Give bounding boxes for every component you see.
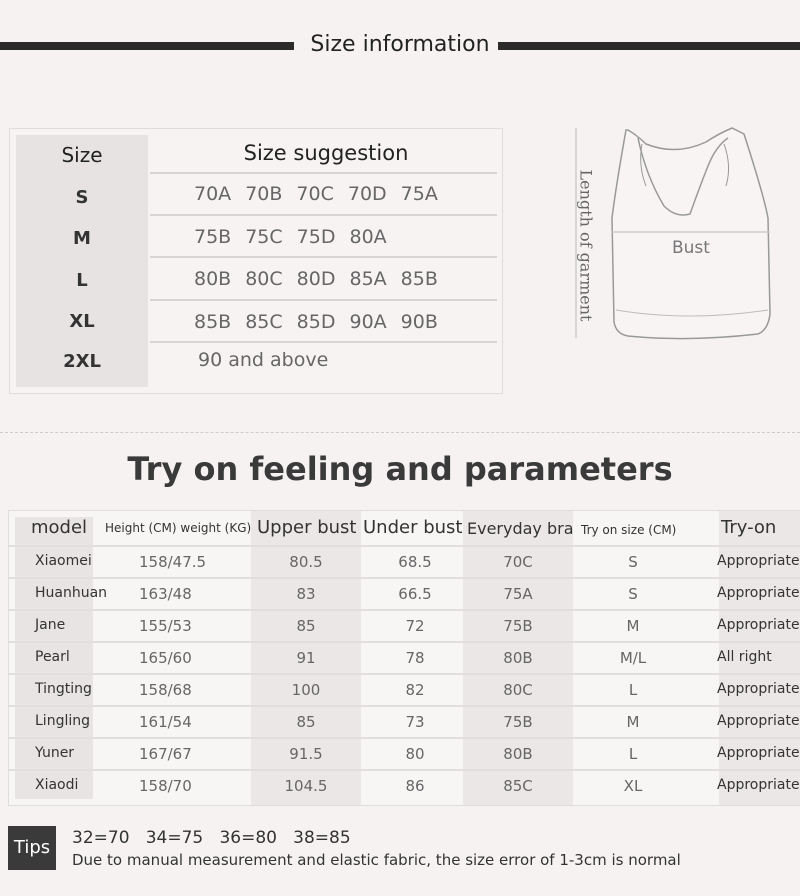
table-cell: 86 <box>405 777 425 795</box>
column-header: Height (CM) weight (KG) <box>105 521 252 535</box>
suggestion: 80C <box>245 268 283 290</box>
suggestion: 85D <box>296 311 336 333</box>
size-table <box>9 128 503 394</box>
params-title: Try on feeling and parameters <box>127 450 673 488</box>
model-name-cell: Pearl <box>35 649 70 665</box>
suggestion: 90B <box>400 311 438 333</box>
section-divider <box>0 432 800 433</box>
table-cell: 73 <box>405 713 425 731</box>
suggestion: 75A <box>400 183 438 205</box>
table-cell: 161/54 <box>139 713 192 731</box>
suggestion-header: Size suggestion <box>243 141 409 165</box>
size-column <box>16 135 148 387</box>
section-title: Size information <box>310 32 490 57</box>
row-divider <box>150 341 497 343</box>
suggestion: 85B <box>400 268 438 290</box>
row-divider <box>9 577 800 579</box>
table-cell: Appropriate <box>717 777 800 793</box>
table-cell: 68.5 <box>398 553 432 571</box>
table-cell: 80.5 <box>289 553 323 571</box>
suggestion: 85A <box>349 268 387 290</box>
model-name-cell: Lingling <box>35 713 90 729</box>
table-cell: 70C <box>503 553 533 571</box>
table-cell: 82 <box>405 681 425 699</box>
table-cell: L <box>628 681 638 699</box>
suggestion: 70A <box>194 183 232 205</box>
model-name-cell: Tingting <box>35 681 92 697</box>
suggestion: 85C <box>245 311 283 333</box>
suggestion: 90A <box>349 311 387 333</box>
table-cell: 75A <box>503 585 533 603</box>
params-table <box>8 510 800 806</box>
table-cell: 85 <box>296 617 316 635</box>
row-divider <box>150 214 497 216</box>
suggestion: 80A <box>349 226 387 248</box>
table-cell: 155/53 <box>139 617 192 635</box>
table-cell: Appropriate <box>717 745 800 761</box>
row-divider <box>150 172 497 174</box>
model-name-cell: Jane <box>35 617 66 633</box>
row-divider <box>9 769 800 771</box>
table-cell: 91 <box>296 649 316 667</box>
table-cell: 85 <box>296 713 316 731</box>
table-cell: M <box>626 617 640 635</box>
table-cell: 163/48 <box>139 585 192 603</box>
column-header: model <box>31 517 88 538</box>
column-header: Upper bust <box>257 517 357 538</box>
table-cell: 85C <box>503 777 533 795</box>
row-divider <box>150 299 497 301</box>
table-cell: Appropriate <box>717 713 800 729</box>
size-suggestion-row <box>194 183 452 205</box>
size-label: XL <box>69 311 95 332</box>
size-suggestion-row <box>194 311 452 333</box>
model-name-cell: Xiaomei <box>35 553 92 569</box>
suggestion: 70B <box>245 183 283 205</box>
table-cell: 80C <box>503 681 533 699</box>
suggestion: 80B <box>194 268 232 290</box>
table-cell: S <box>628 585 638 603</box>
model-name-cell: Yuner <box>35 745 75 761</box>
table-cell: M <box>626 713 640 731</box>
table-cell: 104.5 <box>284 777 328 795</box>
table-cell: 75B <box>503 713 533 731</box>
table-cell: 165/60 <box>139 649 192 667</box>
table-cell: Appropriate <box>717 585 800 601</box>
row-divider <box>150 256 497 258</box>
table-cell: 66.5 <box>398 585 432 603</box>
size-suggestion-row <box>198 349 342 371</box>
suggestion: 90 and above <box>198 349 329 371</box>
table-cell: 158/70 <box>139 777 192 795</box>
table-cell: 83 <box>296 585 316 603</box>
table-cell: L <box>628 745 638 763</box>
bust-label: Bust <box>672 238 710 258</box>
tips-conversion: 32=70 34=75 36=80 38=85 <box>72 828 351 848</box>
table-cell: 78 <box>405 649 425 667</box>
table-cell: 72 <box>405 617 425 635</box>
suggestion: 70D <box>347 183 387 205</box>
table-cell: 158/47.5 <box>139 553 207 571</box>
garment-diagram <box>568 126 778 350</box>
table-cell: 80B <box>503 649 533 667</box>
suggestion: 80D <box>296 268 336 290</box>
table-cell: 75B <box>503 617 533 635</box>
table-cell: 158/68 <box>139 681 192 699</box>
table-cell: M/L <box>619 649 647 667</box>
table-cell: 100 <box>291 681 321 699</box>
table-cell: 80B <box>503 745 533 763</box>
column-header: Under bust <box>363 517 463 538</box>
tank-top-icon <box>568 126 778 346</box>
row-divider <box>9 641 800 643</box>
size-label: S <box>75 187 89 208</box>
size-suggestion-row <box>194 226 401 248</box>
suggestion: 85B <box>194 311 232 333</box>
row-divider <box>9 673 800 675</box>
table-cell: XL <box>623 777 643 795</box>
column-header: Try-on <box>721 517 777 538</box>
size-suggestion-row <box>194 268 452 290</box>
size-label: M <box>73 228 91 249</box>
table-cell: 167/67 <box>139 745 192 763</box>
table-cell: S <box>628 553 638 571</box>
row-divider <box>9 609 800 611</box>
column-header: Everyday bra <box>467 519 574 538</box>
size-label: 2XL <box>63 351 101 372</box>
tips-label: Tips <box>8 826 56 870</box>
tips-note: Due to manual measurement and elastic fabric, the size error of 1-3cm is normal <box>72 851 681 869</box>
suggestion: 75D <box>296 226 336 248</box>
table-cell: Appropriate <box>717 553 800 569</box>
suggestion: 75B <box>194 226 232 248</box>
row-divider <box>9 545 800 547</box>
model-name-cell: Xiaodi <box>35 777 79 793</box>
suggestion: 75C <box>245 226 283 248</box>
row-divider <box>9 737 800 739</box>
model-name-cell: Huanhuan <box>35 585 108 601</box>
suggestion: 70C <box>296 183 334 205</box>
column-header: Try on size (CM) <box>581 523 677 537</box>
size-header: Size <box>61 143 103 167</box>
size-label: L <box>76 270 88 291</box>
table-cell: All right <box>717 649 772 665</box>
table-cell: 80 <box>405 745 425 763</box>
table-cell: Appropriate <box>717 681 800 697</box>
length-label: Length of garment <box>576 169 596 322</box>
table-cell: Appropriate <box>717 617 800 633</box>
table-cell: 91.5 <box>289 745 323 763</box>
row-divider <box>9 705 800 707</box>
